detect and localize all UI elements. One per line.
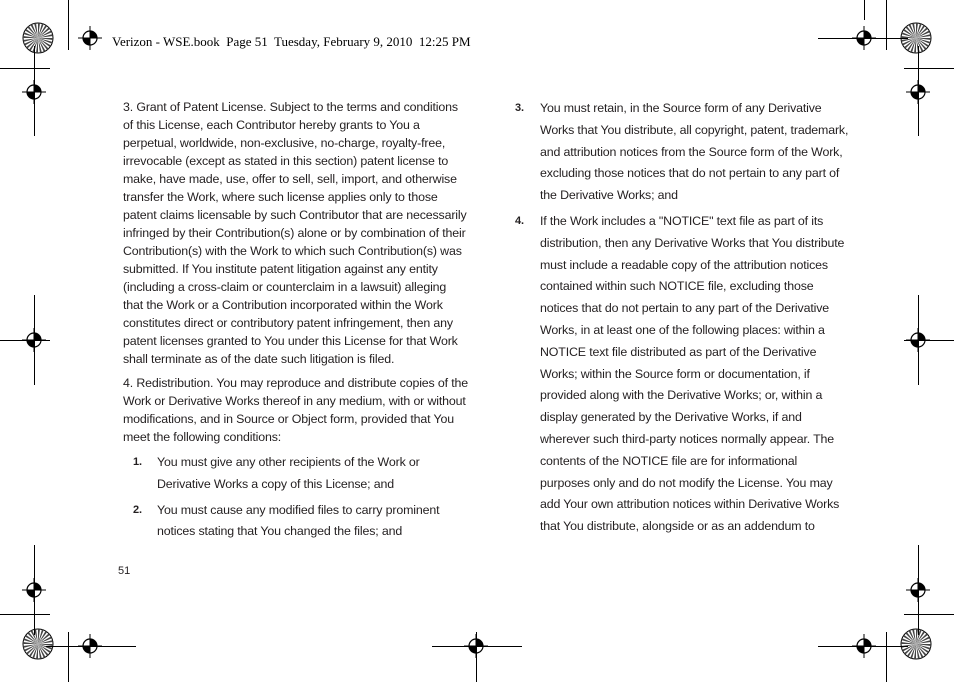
crop-line — [886, 632, 887, 682]
crop-line — [46, 646, 136, 647]
list-item — [123, 500, 468, 544]
crop-line — [918, 46, 919, 136]
list-item-number: 4. — [515, 214, 524, 227]
redistribution-paragraph: 4. Redistribution. You may reproduce and distribute copies of the Work or Derivative Works thereof in any medium, with or without modifications, and in Source or Object form, provided that You meet the following conditions: — [123, 376, 468, 444]
list-item-text: You must give any other recipients of the Work or Derivative Works a copy of this License; and — [157, 455, 420, 491]
crop-line — [34, 46, 35, 136]
left-column — [123, 98, 468, 547]
crop-line — [904, 340, 954, 341]
right-column — [515, 98, 850, 542]
list-item-number: 3. — [515, 102, 524, 114]
crop-line — [918, 545, 919, 635]
crop-line — [0, 340, 50, 341]
print-header: Verizon - WSE.book Page 51 Tuesday, February 9, 2010 12:25 PM — [112, 34, 471, 49]
registration-target-icon — [78, 26, 102, 50]
crop-line — [886, 0, 887, 50]
list-item-number: 2. — [133, 503, 142, 516]
crop-line — [68, 0, 69, 50]
crop-line — [864, 0, 865, 20]
crop-line — [904, 68, 954, 69]
color-registration-icon — [21, 627, 55, 661]
crop-line — [904, 614, 954, 615]
crop-line — [432, 646, 522, 647]
crop-line — [476, 632, 477, 682]
list-item-text: You must retain, in the Source form of any Derivative Works that You distribute, all copyright, patent, trademark, and attribution notices from the Source form of the Work, excluding those notices that do not pertain to any part of the Derivative Works; and — [540, 101, 849, 203]
color-registration-icon — [21, 21, 55, 55]
list-item-text: You must cause any modified files to carry prominent notices stating that You changed the files; and — [157, 502, 440, 539]
crop-line — [818, 38, 908, 39]
list-item — [515, 211, 850, 538]
crop-line — [0, 68, 50, 69]
crop-line — [0, 614, 50, 615]
crop-line — [818, 646, 908, 647]
page-number: 51 — [118, 565, 131, 577]
crop-line — [34, 545, 35, 635]
list-item-text: If the Work includes a "NOTICE" text file as part of its distribution, then any Derivative Works that You distribute must include a readable copy of the attribution notices contained within such NOTICE file, excluding those notices that do not pertain to any part of the Derivative Works, in at least one of the following places: within a NOTICE text file distributed as part of the Derivative Works; within the Source form or documentation, if provided along with the Derivative Works; or, within a display generated by the Derivative Works, if and wherever such third-party notices normally appear. The contents of the NOTICE file are for informational purposes only and do not modify the License. You may add Your own attribution notices within Derivative Works that You distribute, alongside or as an addendum to — [540, 213, 845, 534]
patent-license-paragraph: 3. Grant of Patent License. Subject to the terms and conditions of this License, each Contributor hereby grants to You a perpetual, worldwide, non-exclusive, no-charge, royalty-free, irrevocable (except as stated in this section) patent license to make, have made, use, offer to sell, sell, import, and otherwise transfer the Work, where such license applies only to those patent claims licensable by such Contributor that are necessarily infringed by their Contribution(s) alone or by combination of their Contribution(s) with the Work to which such Contribution(s) was submitted. If You institute patent litigation against any entity (including a cross-claim or counterclaim in a lawsuit) alleging that the Work or a Contribution incorporated within the Work constitutes direct or contributory patent infringement, then any patent licenses granted to You under this License for that Work shall terminate as of the date such litigation is filed. — [123, 100, 467, 366]
list-item-number: 1. — [133, 456, 142, 468]
crop-line — [68, 632, 69, 682]
color-registration-icon — [899, 627, 933, 661]
list-item — [515, 98, 850, 207]
list-item — [123, 452, 468, 496]
